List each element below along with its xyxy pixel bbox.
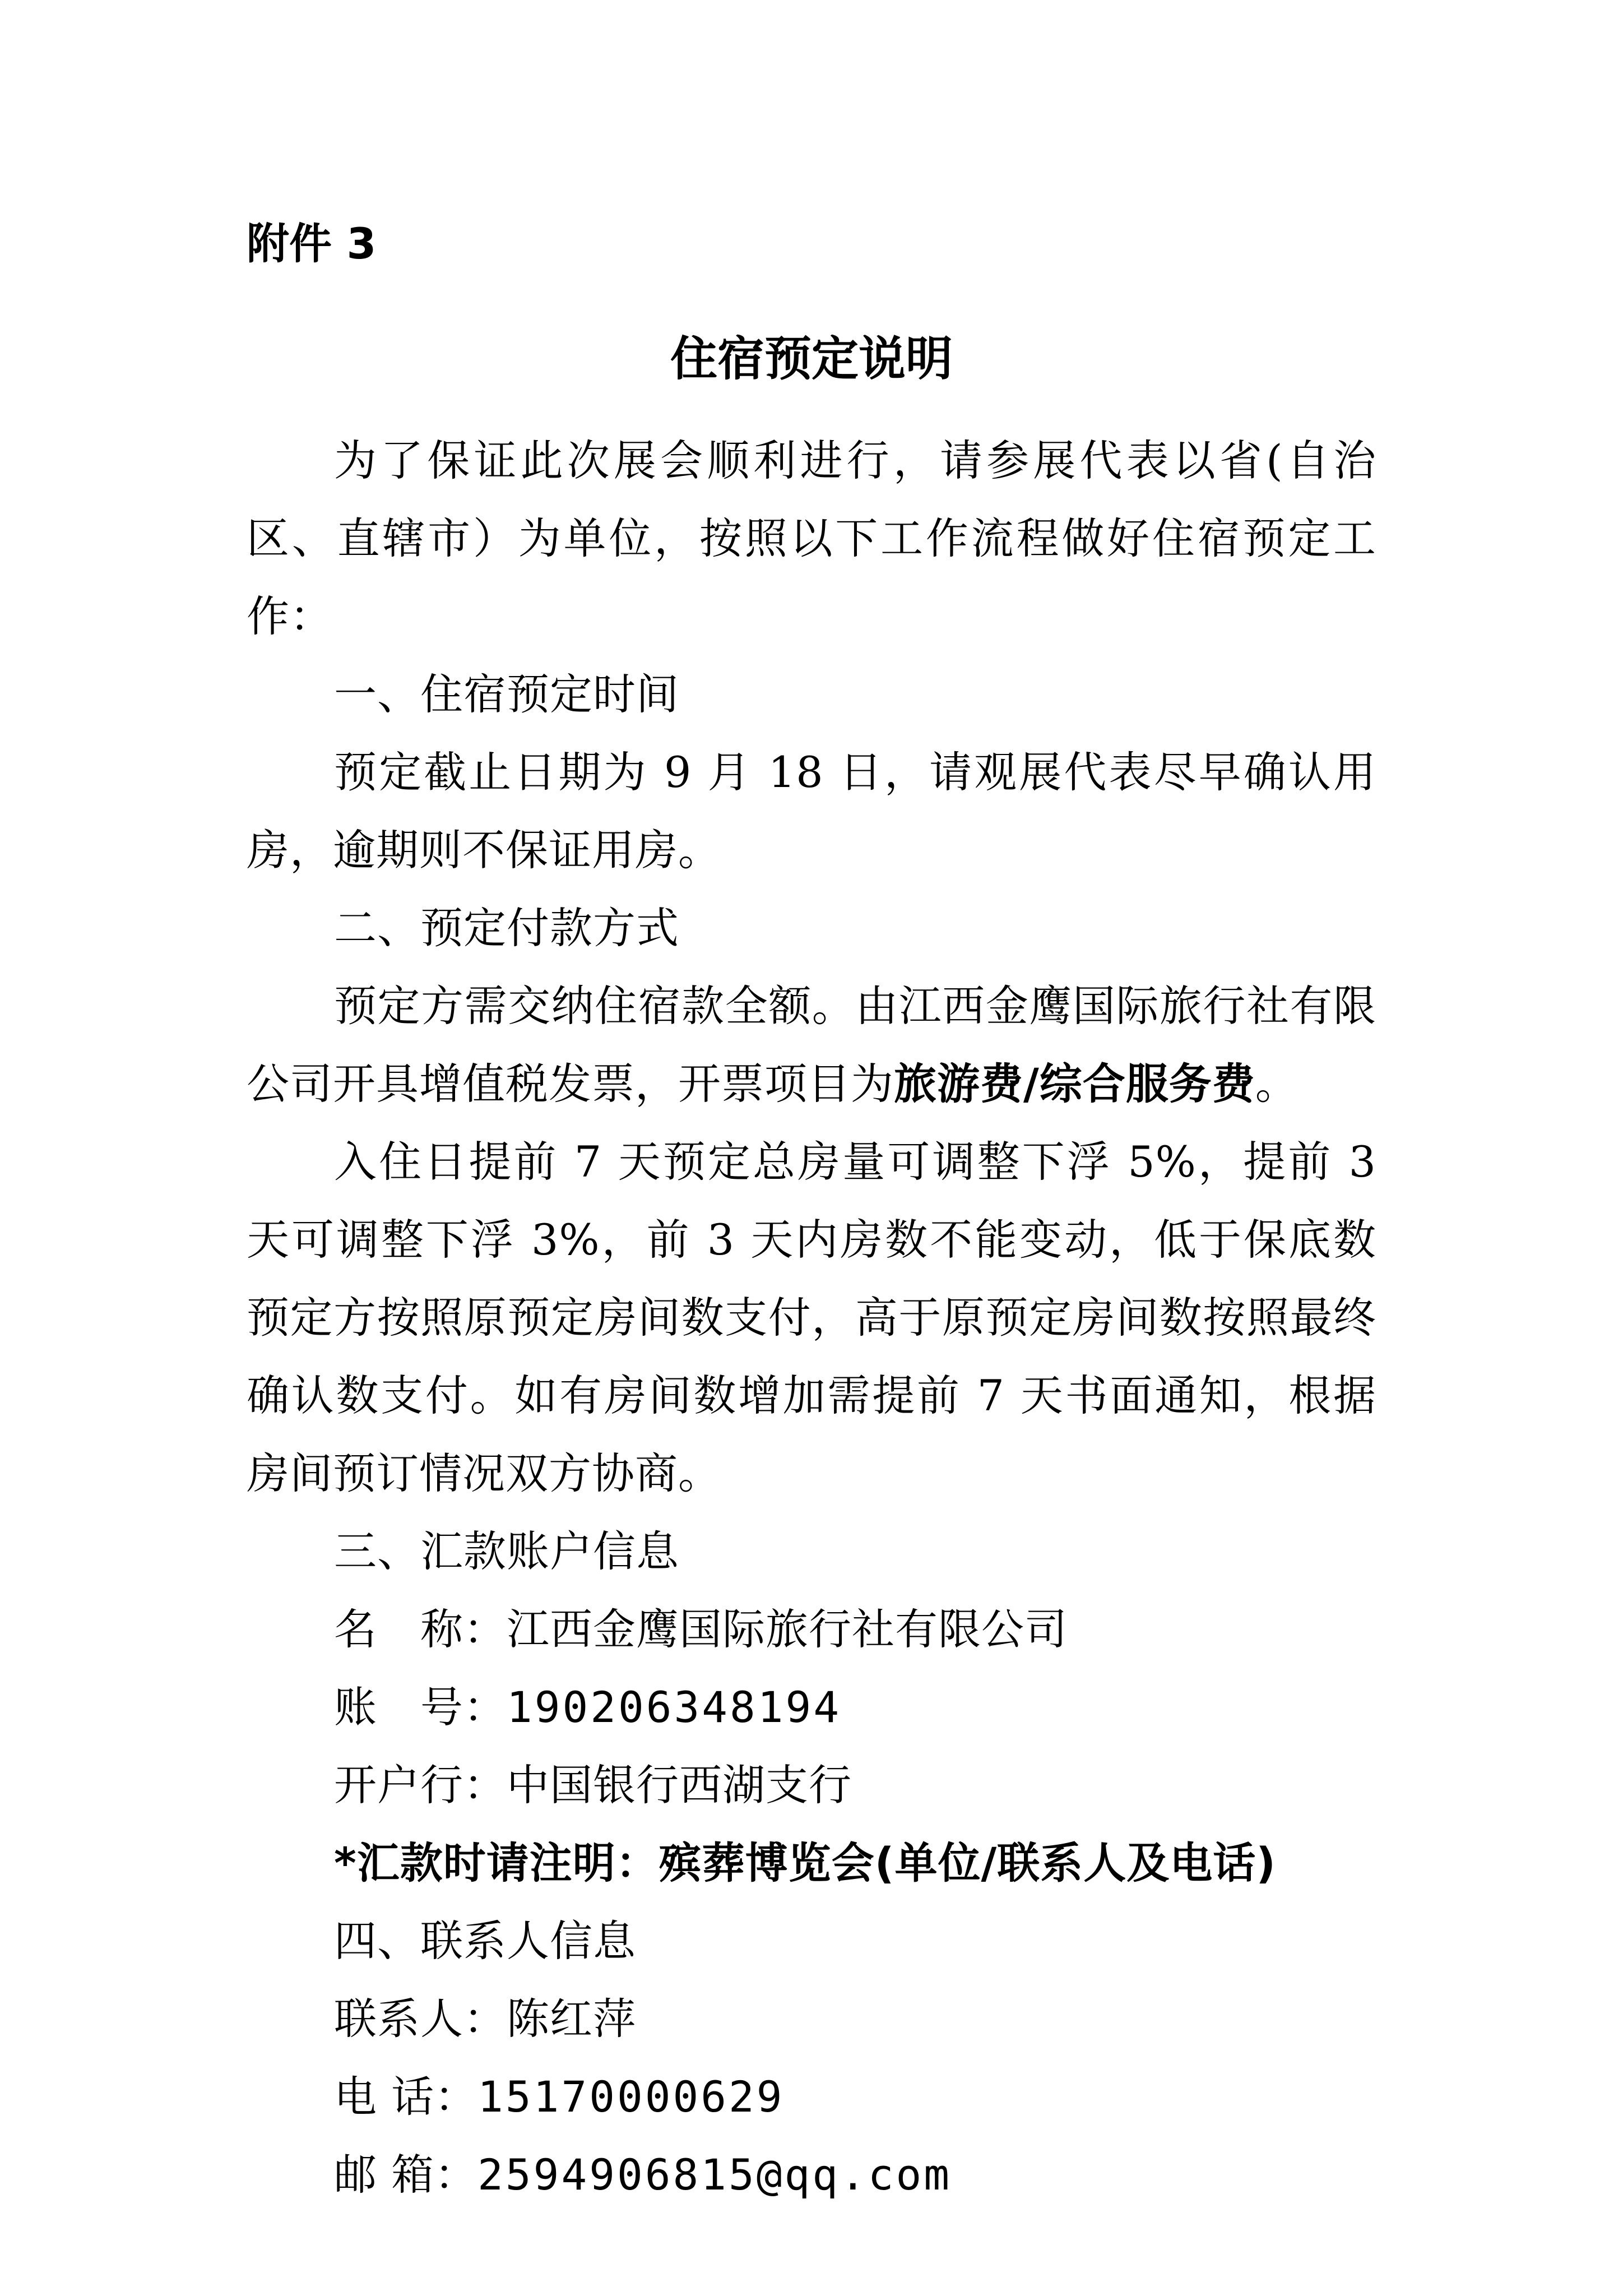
account-name-row (247, 1590, 1376, 1668)
bank-value: 中国银行西湖支行 (507, 1760, 852, 1810)
account-number-row (247, 1668, 1376, 1746)
account-number-value: 190206348194 (507, 1682, 842, 1732)
section-1-heading: 一、住宿预定时间 (334, 669, 679, 719)
section-2-paragraph-2: 入住日提前 7 天预定总房量可调整下浮 5%，提前 3 天可调整下浮 3%，前 3 天内房数不能变动，低于保底数预定方按照原预定房间数支付，高于原预定房间数按照最终确认数支付。如有房间数增加需提前 7 天书面通知，根据房间预订情况双方协商。 (247, 1137, 1376, 1498)
contact-label: 联系人： (334, 1994, 507, 2044)
invoice-text-end: 。 (1255, 1059, 1299, 1109)
phone-value: 15170000629 (477, 2072, 785, 2122)
document-body (247, 422, 1376, 2214)
section-2-heading: 二、预定付款方式 (334, 903, 679, 953)
account-number-label: 账 号： (334, 1682, 507, 1732)
bank-label: 开户行： (334, 1760, 507, 1810)
invoice-item-bold: 旅游费/综合服务费 (894, 1059, 1255, 1109)
contact-row (247, 1980, 1376, 2058)
account-name-label: 名 称： (334, 1604, 507, 1654)
email-label: 邮 箱： (334, 2150, 478, 2200)
section-4-heading: 四、联系人信息 (334, 1916, 636, 1966)
section-1-body: 预定截止日期为 9 月 18 日，请观展代表尽早确认用房，逾期则不保证用房。 (247, 747, 1376, 875)
phone-row (247, 2058, 1376, 2136)
document-title: 住宿预定说明 (670, 331, 953, 386)
bank-row (247, 1746, 1376, 1824)
account-name-value: 江西金鹰国际旅行社有限公司 (507, 1604, 1068, 1654)
invoice-text: 预定方需交纳住宿款全额。由江西金鹰国际旅行社有限公司开具增值税发票，开票项目为 (247, 981, 1376, 1109)
email-row (247, 2136, 1376, 2214)
intro-paragraph: 为了保证此次展会顺利进行，请参展代表以省(自治区、直辖市）为单位，按照以下工作流程做好住宿预定工作： (247, 436, 1376, 641)
email-value: 2594906815@qq.com (477, 2150, 952, 2200)
attachment-label: 附件 3 (247, 219, 377, 269)
remittance-note: *汇款时请注明：殡葬博览会(单位/联系人及电话) (334, 1838, 1276, 1888)
contact-value: 陈红萍 (507, 1994, 636, 2044)
phone-label: 电 话： (334, 2072, 478, 2122)
section-2-paragraph-1 (247, 967, 1376, 1123)
section-3-heading: 三、汇款账户信息 (334, 1526, 679, 1576)
